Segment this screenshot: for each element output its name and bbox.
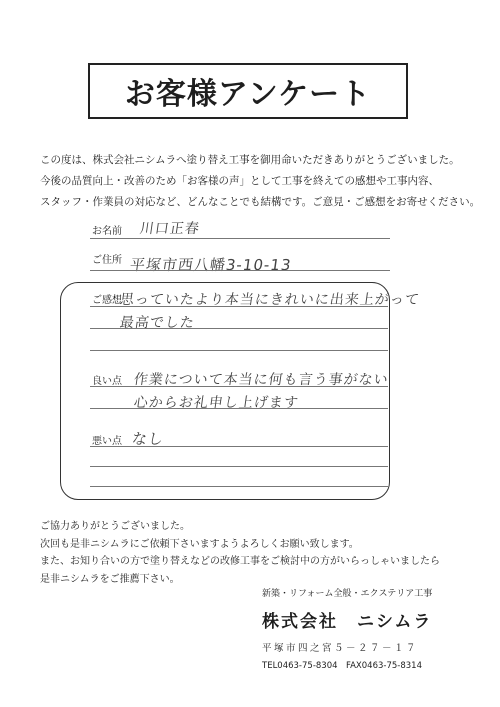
intro-line: スタッフ・作業員の対応など、どんなことでも結構です。ご意見・ご感想をお寄せください。 bbox=[40, 196, 481, 208]
comment-box bbox=[60, 282, 390, 500]
ruled-line bbox=[90, 386, 388, 387]
closing-line: また、お知り合いの方で塗り替えなどの改修工事をご検討中の方がいらっしゃいましたら bbox=[40, 556, 440, 567]
intro-line: 今後の品質向上・改善のため「お客様の声」として工事を終えての感想や工事内容、 bbox=[40, 175, 439, 187]
title-box bbox=[88, 63, 408, 119]
company-tagline: 新築・リフォーム全般・エクステリア工事 bbox=[262, 589, 433, 599]
page-title: お客様アンケート bbox=[124, 77, 372, 112]
address-value: 平塚市西八幡3-10-13 bbox=[128, 256, 293, 274]
name-underline bbox=[90, 238, 390, 239]
company-name: 株式会社 ニシムラ bbox=[262, 612, 433, 632]
address-underline bbox=[90, 270, 390, 271]
ruled-line bbox=[90, 408, 388, 409]
intro-line: この度は、株式会社ニシムラへ塗り替え工事を御用命いただきありがとうございました。 bbox=[40, 154, 460, 166]
impression-line-1: 思っていたより本当にきれいに出来上がって bbox=[118, 292, 421, 308]
ruled-line bbox=[90, 446, 388, 447]
ruled-line bbox=[90, 328, 388, 329]
good-points-line-1: 作業について本当に何も言う事がない bbox=[132, 372, 390, 388]
intro-text bbox=[40, 150, 481, 213]
closing-text bbox=[40, 518, 440, 588]
impression-label: ご感想 bbox=[92, 295, 122, 306]
closing-line: 次回も是非ニシムラにご依頼下さいますようよろしくお願い致します。 bbox=[40, 538, 359, 550]
ruled-line bbox=[90, 486, 388, 487]
good-points-label: 良い点 bbox=[92, 376, 122, 387]
company-contact: TEL0463-75-8304 FAX0463-75-8314 bbox=[262, 661, 422, 671]
ruled-line bbox=[90, 466, 388, 467]
name-value: 川口正春 bbox=[138, 221, 201, 237]
bad-points-line-1: なし bbox=[130, 430, 166, 448]
name-label: お名前 bbox=[92, 226, 122, 237]
company-block bbox=[262, 586, 432, 671]
impression-line-2: 最高でした bbox=[118, 315, 196, 331]
closing-line: ご協力ありがとうございました。 bbox=[40, 521, 190, 532]
ruled-line bbox=[90, 306, 388, 307]
bad-points-label: 悪い点 bbox=[92, 436, 122, 447]
good-points-line-2: 心からお礼申し上げます bbox=[132, 395, 300, 411]
address-label: ご住所 bbox=[92, 255, 122, 266]
closing-line: 是非ニシムラをご推薦下さい。 bbox=[40, 573, 180, 585]
company-address: 平塚市四之宮５－２７－１７ bbox=[262, 643, 419, 654]
ruled-line bbox=[90, 350, 388, 351]
